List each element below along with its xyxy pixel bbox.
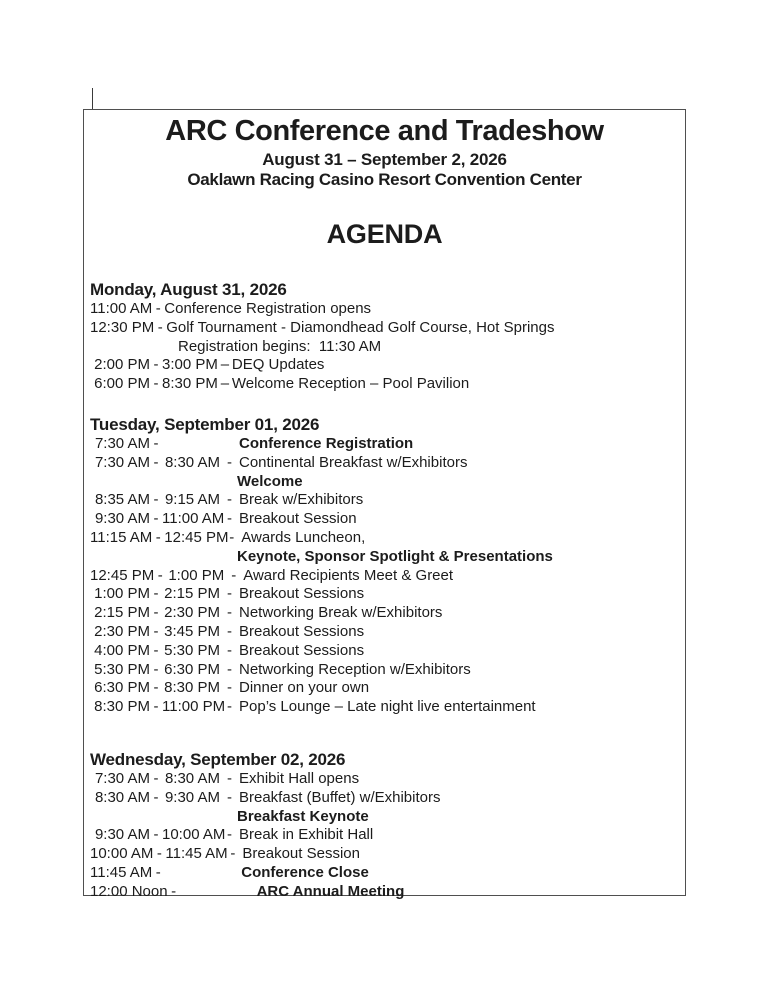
end-time: 12:45 PM <box>164 528 229 546</box>
agenda-event-row <box>90 679 681 698</box>
start-time: 12:00 Noon <box>90 882 168 900</box>
end-time: 2:30 PM <box>164 604 220 622</box>
agenda-event-row <box>90 356 681 375</box>
day-heading: Tuesday, September 01, 2026 <box>90 414 320 434</box>
event-date-range: August 31 – September 2, 2026 <box>262 150 507 169</box>
start-time: 11:15 AM <box>90 528 153 546</box>
agenda-continuation-row <box>90 808 681 827</box>
event-description: Breakout Session <box>242 845 360 863</box>
time-separator: - <box>153 434 159 452</box>
event-description: Welcome <box>237 472 303 490</box>
end-time: 3:00 PM <box>162 356 218 374</box>
page-title: ARC Conference and Tradeshow <box>165 115 604 147</box>
agenda-continuation-row <box>90 473 681 492</box>
start-time: 8:30 PM <box>94 698 150 716</box>
agenda-event-row <box>90 883 681 902</box>
start-time: 11:45 AM <box>90 863 153 881</box>
time-separator: - <box>153 826 159 844</box>
end-time: 8:30 AM <box>164 769 220 787</box>
time-separator: - <box>171 882 177 900</box>
start-time: 9:30 AM <box>94 510 150 528</box>
end-time: 11:00 AM <box>162 510 225 528</box>
time-separator: - <box>155 863 161 881</box>
start-time: 12:45 PM <box>90 566 155 584</box>
event-description: Breakout Sessions <box>239 585 365 603</box>
day-heading: Monday, August 31, 2026 <box>90 280 287 299</box>
time-separator: - <box>153 769 159 787</box>
description-separator: - <box>227 679 232 697</box>
description-separator: - <box>227 622 232 640</box>
end-time: 9:15 AM <box>164 491 220 509</box>
event-description: Golf Tournament - Diamondhead Golf Course, Hot Springs <box>166 318 555 336</box>
event-description: DEQ Updates <box>231 356 325 374</box>
time-separator: - <box>153 585 159 603</box>
day-rows <box>90 770 681 902</box>
time-separator: - <box>153 356 159 374</box>
agenda-event-row <box>90 454 681 473</box>
description-separator: - <box>230 845 236 863</box>
document-page <box>83 109 686 900</box>
start-time: 1:00 PM <box>94 585 150 603</box>
event-description: Award Recipients Meet & Greet <box>243 566 454 584</box>
agenda-event-row <box>90 604 681 623</box>
time-separator: - <box>153 604 159 622</box>
agenda-event-row <box>90 319 681 338</box>
start-time: 7:30 AM <box>94 453 150 471</box>
start-time: 6:00 PM <box>94 375 150 393</box>
event-description: Networking Reception w/Exhibitors <box>239 660 471 678</box>
event-description: Continental Breakfast w/Exhibitors <box>239 453 468 471</box>
time-separator: - <box>153 622 159 640</box>
agenda-event-row <box>90 698 681 717</box>
start-time: 2:15 PM <box>94 604 150 622</box>
event-description: Exhibit Hall opens <box>239 769 360 787</box>
description-separator: - <box>227 788 232 806</box>
description-separator: – <box>220 375 230 393</box>
end-time: 5:30 PM <box>164 641 220 659</box>
end-time: 9:30 AM <box>164 788 220 806</box>
event-description: Breakfast (Buffet) w/Exhibitors <box>239 788 441 806</box>
description-separator: - <box>227 826 232 844</box>
description-separator: - <box>227 585 232 603</box>
end-time: 3:45 PM <box>164 622 220 640</box>
day-heading: Wednesday, September 02, 2026 <box>90 749 346 769</box>
start-time: 2:30 PM <box>94 622 150 640</box>
day-rows <box>90 435 681 717</box>
time-separator: - <box>153 679 159 697</box>
start-time: 6:30 PM <box>94 679 150 697</box>
time-separator: - <box>153 698 159 716</box>
event-description: Breakfast Keynote <box>237 807 369 825</box>
event-description: Conference Close <box>241 863 369 881</box>
description-separator: - <box>227 660 232 678</box>
end-time: 8:30 AM <box>164 453 220 471</box>
end-time: 11:00 PM <box>162 698 226 716</box>
day-rows <box>90 300 681 394</box>
agenda-event-row <box>90 529 681 548</box>
end-time: 8:30 PM <box>164 679 220 697</box>
agenda-event-row <box>90 623 681 642</box>
event-description: Pop’s Lounge – Late night live entertainment <box>239 698 536 716</box>
event-description: ARC Annual Meeting <box>256 882 405 900</box>
description-separator: - <box>227 604 232 622</box>
event-description: Breakout Sessions <box>239 622 365 640</box>
event-description: Networking Break w/Exhibitors <box>239 604 443 622</box>
time-separator: - <box>156 845 162 863</box>
description-separator: - <box>227 510 232 528</box>
time-separator: - <box>155 300 161 317</box>
description-separator: - <box>227 769 232 787</box>
time-separator: - <box>157 318 163 336</box>
start-time: 7:30 AM <box>94 434 150 452</box>
description-separator: - <box>227 453 232 471</box>
start-time: 9:30 AM <box>94 826 150 844</box>
time-separator: - <box>153 510 159 528</box>
start-time: 7:30 AM <box>94 769 150 787</box>
agenda-continuation-row <box>90 548 681 567</box>
agenda-event-row <box>90 864 681 883</box>
day-section-monday <box>90 280 681 394</box>
agenda-event-row <box>90 642 681 661</box>
start-time: 8:30 AM <box>94 788 150 806</box>
agenda-event-row <box>90 826 681 845</box>
event-description: Registration begins: 11:30 AM <box>178 337 382 355</box>
start-time: 5:30 PM <box>94 660 150 678</box>
day-section-wednesday <box>90 750 681 902</box>
event-description: Welcome Reception – Pool Pavilion <box>231 375 470 393</box>
event-venue: Oaklawn Racing Casino Resort Convention Center <box>187 170 582 189</box>
agenda-event-row <box>90 770 681 789</box>
agenda-event-row <box>90 789 681 808</box>
agenda-continuation-row <box>90 338 681 357</box>
start-time: 11:00 AM <box>90 300 153 317</box>
agenda-event-row <box>90 585 681 604</box>
event-description: Awards Luncheon, <box>241 528 366 546</box>
description-separator: - <box>227 641 232 659</box>
start-time: 12:30 PM <box>90 318 155 336</box>
description-separator: - <box>231 566 237 584</box>
start-time: 8:35 AM <box>94 491 150 509</box>
agenda-event-row <box>90 300 681 319</box>
end-time: 10:00 AM <box>162 826 226 844</box>
agenda-event-row <box>90 510 681 529</box>
end-time: 8:30 PM <box>162 375 218 393</box>
event-description: Conference Registration opens <box>164 300 372 317</box>
agenda-event-row <box>90 567 681 586</box>
start-time: 2:00 PM <box>94 356 150 374</box>
event-description: Breakout Sessions <box>239 641 365 659</box>
time-separator: - <box>153 641 159 659</box>
time-separator: - <box>153 491 159 509</box>
agenda-event-row <box>90 375 681 394</box>
agenda-event-row <box>90 491 681 510</box>
event-description: Breakout Session <box>239 510 357 528</box>
start-time: 4:00 PM <box>94 641 150 659</box>
event-description: Conference Registration <box>239 434 414 452</box>
start-time: 10:00 AM <box>90 845 154 863</box>
time-separator: - <box>155 528 161 546</box>
agenda-heading: AGENDA <box>326 219 443 249</box>
agenda-body <box>84 280 685 902</box>
time-separator: - <box>153 375 159 393</box>
description-separator: - <box>227 698 232 716</box>
time-separator: - <box>157 566 163 584</box>
end-time: 6:30 PM <box>164 660 220 678</box>
end-time: 11:45 AM <box>165 845 228 863</box>
time-separator: - <box>153 453 159 471</box>
event-description: Keynote, Sponsor Spotlight & Presentations <box>237 547 553 565</box>
agenda-event-row <box>90 845 681 864</box>
time-separator: - <box>153 788 159 806</box>
end-time: 2:15 PM <box>164 585 220 603</box>
end-time: 1:00 PM <box>168 566 225 584</box>
description-separator: - <box>229 528 235 546</box>
event-description: Break w/Exhibitors <box>239 491 364 509</box>
document-header <box>84 110 685 250</box>
event-description: Break in Exhibit Hall <box>239 826 374 844</box>
event-description: Dinner on your own <box>239 679 370 697</box>
agenda-event-row <box>90 661 681 680</box>
agenda-event-row <box>90 435 681 454</box>
time-separator: - <box>153 660 159 678</box>
description-separator: – <box>220 356 230 374</box>
crop-mark <box>92 88 93 109</box>
description-separator: - <box>227 491 232 509</box>
day-section-tuesday <box>90 415 681 717</box>
